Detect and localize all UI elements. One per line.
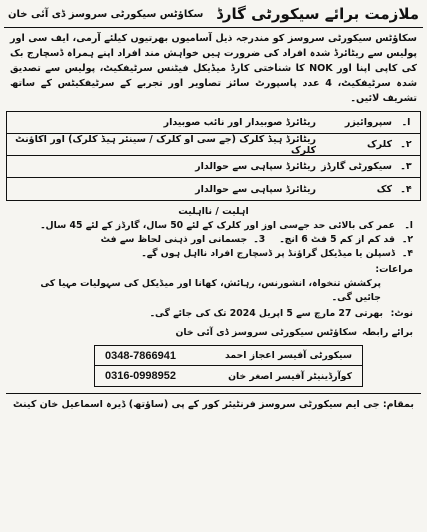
- contact-row: [95, 366, 362, 386]
- contact-company: سکاؤٹس سیکورٹی سروسز ڈی آئی خان: [175, 327, 357, 338]
- header: [4, 2, 423, 26]
- qualification-height: قد کم از کم 5 فٹ 6 انچ۔: [279, 234, 395, 245]
- position-title: سپروائیزر: [344, 117, 392, 128]
- note-label: نوٹ:: [390, 308, 413, 319]
- qualification-number: ۲۔: [401, 234, 413, 245]
- perks-label: مراعات:: [375, 264, 413, 275]
- qualification-number: 3۔: [253, 234, 266, 245]
- contact-label: برائے رابطہ: [361, 327, 413, 338]
- position-number: ا۔: [401, 117, 411, 128]
- position-title: کلرک: [366, 139, 392, 150]
- company-name: سکاؤٹس سیکورٹی سروسز ڈی آئی خان: [8, 8, 204, 20]
- ad-title: ملازمت برائے سیکورٹی گارڈ: [216, 5, 419, 23]
- perks: [4, 261, 423, 305]
- qualification-fitness: جسمانی اور ذہنی لحاظ سے فٹ: [100, 234, 248, 245]
- contact-name: کوآرڈینیٹر آفیسر اصغر خان: [228, 370, 352, 382]
- position-row: [7, 178, 420, 200]
- position-title: کک: [376, 183, 392, 195]
- qualification-discharge: ڈسپلن یا میڈیکل گراؤنڈ پر ڈسچارج افراد نااہل ہوں گے۔: [141, 248, 395, 259]
- positions-table: [6, 111, 421, 201]
- intro-paragraph: سکاؤٹس سیکورٹی سروسز کو مندرجہ ذیل آسامیوں بھرتیوں کیلئے آرمی، ایف سی اور پولیس سے ریٹائرڈ شدہ افراد کی ضرورت ہیں خواہش مند افراد اپنے ہمراہ ڈسچارج بک کی کاپی اپنا اور NOK کا شناختی کارڈ میڈیکل فیٹنس سرٹیفکیٹ، پولیس سے تصدیق شدہ سرٹیفکیٹ، 4 عدد پاسپورٹ سائز تصاویر اور تجربے کے سرٹیفکیٹس کے ساتھ تشریف لائیں۔: [10, 33, 418, 104]
- position-requirement: ریٹائرڈ سپاہی سے حوالدار: [195, 161, 316, 172]
- qualification-list: [4, 219, 423, 261]
- contact-row: [95, 346, 362, 366]
- position-requirement: ریٹائرڈ ہیڈ کلرک (جے سی او کلرک / سینئر ہیڈ کلرک) اور اکاؤنٹ کلرک: [15, 133, 316, 156]
- qualification-title: اہلیت / نااہلیت: [178, 206, 249, 217]
- position-row: [7, 112, 420, 134]
- contact-header: [4, 323, 423, 342]
- position-requirement: ریٹائرڈ سپاہی سے حوالدار: [195, 183, 316, 195]
- qualification-row: [14, 233, 413, 247]
- contact-phone: 0316-0998952: [105, 370, 176, 382]
- venue-footer: بمقام: جی ایم سیکورٹی سروسز فرنٹیئر کور کے پی (ساؤتھ) ڈیرہ اسماعیل خان کینٹ: [13, 399, 414, 410]
- position-number: ۳۔: [400, 161, 412, 172]
- contact-name: سیکورٹی آفیسر اعجاز احمد: [224, 350, 352, 361]
- note-text: بھرتی 27 مارچ سے 5 اپریل 2024 تک کی جائے گی۔: [149, 308, 383, 319]
- position-number: ۲۔: [400, 139, 412, 150]
- position-row: [7, 156, 420, 178]
- position-requirement: ریٹائرڈ صوبیدار اور نائب صوبیدار: [163, 117, 316, 128]
- position-title: سیکورٹی گارڈز: [321, 161, 392, 172]
- perks-text: پرکشش تنخواہ، انشورنس، رہائش، کھانا اور میڈیکل کی سہولیات مہیا کی جائیں گی۔: [40, 278, 381, 303]
- position-row: [7, 134, 420, 156]
- header-divider: [4, 27, 423, 28]
- contact-phone: 0348-7866941: [105, 349, 176, 362]
- footer-divider: [6, 393, 421, 394]
- qualification-age: ا۔ عمر کی بالائی حد جےسی اوز اور کلرک کے لئے 50 سال، گارڈز کے لئے 45 سال۔: [40, 220, 413, 231]
- position-number: ۴۔: [400, 183, 412, 195]
- contacts-table: [94, 345, 363, 387]
- qualification-age-text: عمر کی بالائی حد جےسی اوز اور کلرک کے لئے 50 سال، گارڈز کے لئے 45 سال۔: [40, 220, 395, 231]
- note: [4, 305, 423, 323]
- qualification-number: ۴۔: [401, 248, 413, 259]
